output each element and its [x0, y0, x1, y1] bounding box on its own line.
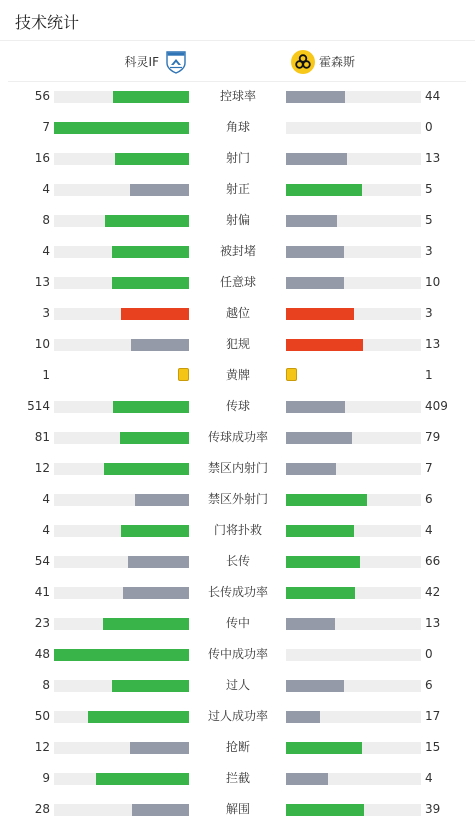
- home-bar-track: [54, 742, 189, 754]
- away-value: 42: [425, 585, 441, 599]
- stat-row: [0, 515, 475, 546]
- stat-row: [0, 112, 475, 143]
- home-team[interactable]: [125, 41, 188, 82]
- away-team[interactable]: [291, 41, 355, 82]
- home-value: 9: [42, 771, 50, 785]
- stat-row: [0, 701, 475, 732]
- home-bar-track: [54, 432, 189, 444]
- home-bar-fill: [131, 339, 189, 351]
- away-bar-fill: [286, 339, 363, 351]
- away-yellow-card-icon: [286, 368, 297, 381]
- away-bar-track: [286, 122, 421, 134]
- away-value: 5: [425, 213, 433, 227]
- away-bar-track: [286, 184, 421, 196]
- away-value: 0: [425, 120, 433, 134]
- home-value: 23: [34, 616, 50, 630]
- home-bar-track: [54, 463, 189, 475]
- home-bar-track: [54, 680, 189, 692]
- stat-row: [0, 236, 475, 267]
- home-bar-fill: [112, 277, 189, 289]
- home-bar-track: [54, 401, 189, 413]
- home-bar-track: [54, 525, 189, 537]
- home-value: 50: [34, 709, 50, 723]
- stat-row: [0, 577, 475, 608]
- stat-label: 禁区内射门: [207, 461, 268, 475]
- stat-label: 越位: [225, 306, 250, 320]
- stat-label: 过人: [225, 678, 250, 692]
- away-value: 79: [425, 430, 441, 444]
- stat-label: 门将扑救: [213, 523, 262, 537]
- away-value: 13: [425, 337, 441, 351]
- home-team-logo-icon: [164, 50, 188, 74]
- home-bar-track: [54, 556, 189, 568]
- away-bar-track: [286, 804, 421, 816]
- home-bar-track: [54, 649, 189, 661]
- away-bar-fill: [286, 153, 347, 165]
- away-bar-fill: [286, 711, 320, 723]
- home-bar-track: [54, 494, 189, 506]
- stat-label: 射门: [225, 151, 250, 165]
- home-value: 10: [34, 337, 50, 351]
- home-bar-track: [54, 339, 189, 351]
- stat-row: [0, 546, 475, 577]
- away-value: 44: [425, 89, 441, 103]
- away-value: 4: [425, 523, 433, 537]
- title-bar: [0, 0, 475, 41]
- home-value: 48: [34, 647, 50, 661]
- home-bar-fill: [105, 215, 189, 227]
- stat-label: 拦截: [225, 771, 250, 785]
- home-value: 41: [34, 585, 50, 599]
- away-bar-track: [286, 556, 421, 568]
- home-bar-track: [54, 308, 189, 320]
- away-bar-track: [286, 308, 421, 320]
- home-bar-fill: [112, 680, 189, 692]
- away-value: 1: [425, 368, 433, 382]
- stat-label: 抢断: [225, 740, 250, 754]
- home-value: 54: [34, 554, 50, 568]
- home-bar-track: [54, 184, 189, 196]
- stat-row: [0, 174, 475, 205]
- away-value: 13: [425, 151, 441, 165]
- home-bar-track: [54, 711, 189, 723]
- away-bar-track: [286, 618, 421, 630]
- home-bar-fill: [121, 308, 189, 320]
- away-bar-fill: [286, 680, 344, 692]
- away-bar-track: [286, 649, 421, 661]
- away-bar-track: [286, 680, 421, 692]
- stat-row: [0, 422, 475, 453]
- away-bar-fill: [286, 184, 362, 196]
- away-value: 4: [425, 771, 433, 785]
- away-bar-fill: [286, 525, 354, 537]
- home-bar-fill: [120, 432, 189, 444]
- away-bar-fill: [286, 246, 344, 258]
- home-bar-track: [54, 91, 189, 103]
- away-bar-track: [286, 91, 421, 103]
- stat-row: [0, 484, 475, 515]
- away-value: 0: [425, 647, 433, 661]
- home-bar-fill: [113, 401, 189, 413]
- away-value: 66: [425, 554, 441, 568]
- home-value: 4: [42, 244, 50, 258]
- home-bar-track: [54, 153, 189, 165]
- home-bar-fill: [54, 122, 189, 134]
- stat-label: 控球率: [219, 89, 256, 103]
- home-bar-fill: [88, 711, 189, 723]
- team-header: [8, 41, 466, 82]
- home-bar-fill: [103, 618, 189, 630]
- away-bar-fill: [286, 742, 362, 754]
- home-yellow-card-icon: [178, 368, 189, 381]
- away-bar-fill: [286, 215, 337, 227]
- stat-row: [0, 143, 475, 174]
- home-bar-fill: [104, 463, 189, 475]
- away-bar-track: [286, 494, 421, 506]
- away-bar-fill: [286, 308, 354, 320]
- away-bar-track: [286, 432, 421, 444]
- away-value: 6: [425, 678, 433, 692]
- home-bar-fill: [130, 184, 189, 196]
- home-value: 8: [42, 678, 50, 692]
- stat-row: [0, 670, 475, 701]
- home-value: 28: [34, 802, 50, 816]
- home-bar-fill: [115, 153, 189, 165]
- stat-row: [0, 453, 475, 484]
- stat-label: 被封堵: [219, 244, 256, 258]
- home-bar-fill: [121, 525, 189, 537]
- away-bar-track: [286, 773, 421, 785]
- home-value: 13: [34, 275, 50, 289]
- stat-row: [0, 391, 475, 422]
- stat-row: [0, 763, 475, 794]
- home-bar-fill: [113, 91, 189, 103]
- home-bar-fill: [130, 742, 189, 754]
- home-value: 4: [42, 523, 50, 537]
- home-bar-fill: [96, 773, 189, 785]
- home-bar-fill: [112, 246, 189, 258]
- away-team-name: 霍森斯: [319, 55, 356, 69]
- away-value: 7: [425, 461, 433, 475]
- stat-row: [0, 298, 475, 329]
- away-bar-fill: [286, 556, 360, 568]
- away-bar-track: [286, 153, 421, 165]
- away-bar-fill: [286, 587, 355, 599]
- stat-row: [0, 732, 475, 763]
- stat-label: 犯规: [225, 337, 250, 351]
- page-title: 技术统计: [15, 13, 80, 32]
- home-bar-fill: [123, 587, 189, 599]
- home-value: 12: [34, 740, 50, 754]
- away-team-logo-icon: [291, 50, 315, 74]
- stat-label: 黄牌: [225, 368, 250, 382]
- stat-label: 传球成功率: [207, 430, 268, 444]
- stat-row: [0, 639, 475, 670]
- stat-row: [0, 360, 475, 391]
- away-bar-fill: [286, 618, 335, 630]
- away-value: 10: [425, 275, 441, 289]
- stat-row: [0, 81, 475, 112]
- stat-row: [0, 329, 475, 360]
- stat-label: 传中: [225, 616, 250, 630]
- away-bar-fill: [286, 463, 336, 475]
- stat-row: [0, 608, 475, 639]
- home-bar-track: [54, 122, 189, 134]
- away-bar-track: [286, 711, 421, 723]
- away-bar-track: [286, 401, 421, 413]
- home-bar-fill: [135, 494, 189, 506]
- stat-label: 传中成功率: [207, 647, 268, 661]
- away-value: 15: [425, 740, 441, 754]
- home-bar-track: [54, 587, 189, 599]
- away-bar-fill: [286, 401, 345, 413]
- home-value: 4: [42, 492, 50, 506]
- home-value: 56: [34, 89, 50, 103]
- away-value: 17: [425, 709, 441, 723]
- away-bar-fill: [286, 91, 345, 103]
- home-bar-track: [54, 804, 189, 816]
- away-value: 5: [425, 182, 433, 196]
- stat-label: 射正: [225, 182, 250, 196]
- stat-label: 传球: [225, 399, 250, 413]
- away-value: 6: [425, 492, 433, 506]
- home-value: 12: [34, 461, 50, 475]
- away-bar-fill: [286, 773, 328, 785]
- away-value: 3: [425, 244, 433, 258]
- home-value: 3: [42, 306, 50, 320]
- away-bar-track: [286, 463, 421, 475]
- stat-label: 角球: [225, 120, 250, 134]
- home-bar-track: [54, 215, 189, 227]
- home-value: 514: [27, 399, 50, 413]
- home-bar-track: [54, 277, 189, 289]
- away-bar-fill: [286, 804, 364, 816]
- home-value: 7: [42, 120, 50, 134]
- home-bar-track: [54, 618, 189, 630]
- home-bar-track: [54, 246, 189, 258]
- away-value: 39: [425, 802, 441, 816]
- home-value: 1: [42, 368, 50, 382]
- home-value: 4: [42, 182, 50, 196]
- away-bar-fill: [286, 432, 352, 444]
- home-value: 16: [34, 151, 50, 165]
- home-team-name: 科灵IF: [124, 55, 159, 69]
- away-bar-track: [286, 339, 421, 351]
- away-bar-track: [286, 587, 421, 599]
- stat-label: 任意球: [219, 275, 256, 289]
- home-bar-fill: [128, 556, 189, 568]
- away-bar-track: [286, 277, 421, 289]
- home-value: 81: [34, 430, 50, 444]
- stat-label: 解围: [225, 802, 250, 816]
- stat-row: [0, 267, 475, 298]
- away-bar-track: [286, 246, 421, 258]
- stat-label: 过人成功率: [207, 709, 268, 723]
- stat-label: 长传成功率: [207, 585, 268, 599]
- away-value: 3: [425, 306, 433, 320]
- home-bar-fill: [132, 804, 189, 816]
- away-value: 13: [425, 616, 441, 630]
- home-bar-track: [54, 773, 189, 785]
- stat-label: 射偏: [225, 213, 250, 227]
- away-bar-track: [286, 742, 421, 754]
- away-value: 409: [425, 399, 448, 413]
- away-bar-track: [286, 525, 421, 537]
- home-bar-fill: [54, 649, 189, 661]
- away-bar-track: [286, 215, 421, 227]
- stat-label: 禁区外射门: [207, 492, 268, 506]
- stat-label: 长传: [225, 554, 250, 568]
- home-value: 8: [42, 213, 50, 227]
- away-bar-fill: [286, 494, 367, 506]
- stat-row: [0, 794, 475, 825]
- stat-row: [0, 205, 475, 236]
- away-bar-fill: [286, 277, 344, 289]
